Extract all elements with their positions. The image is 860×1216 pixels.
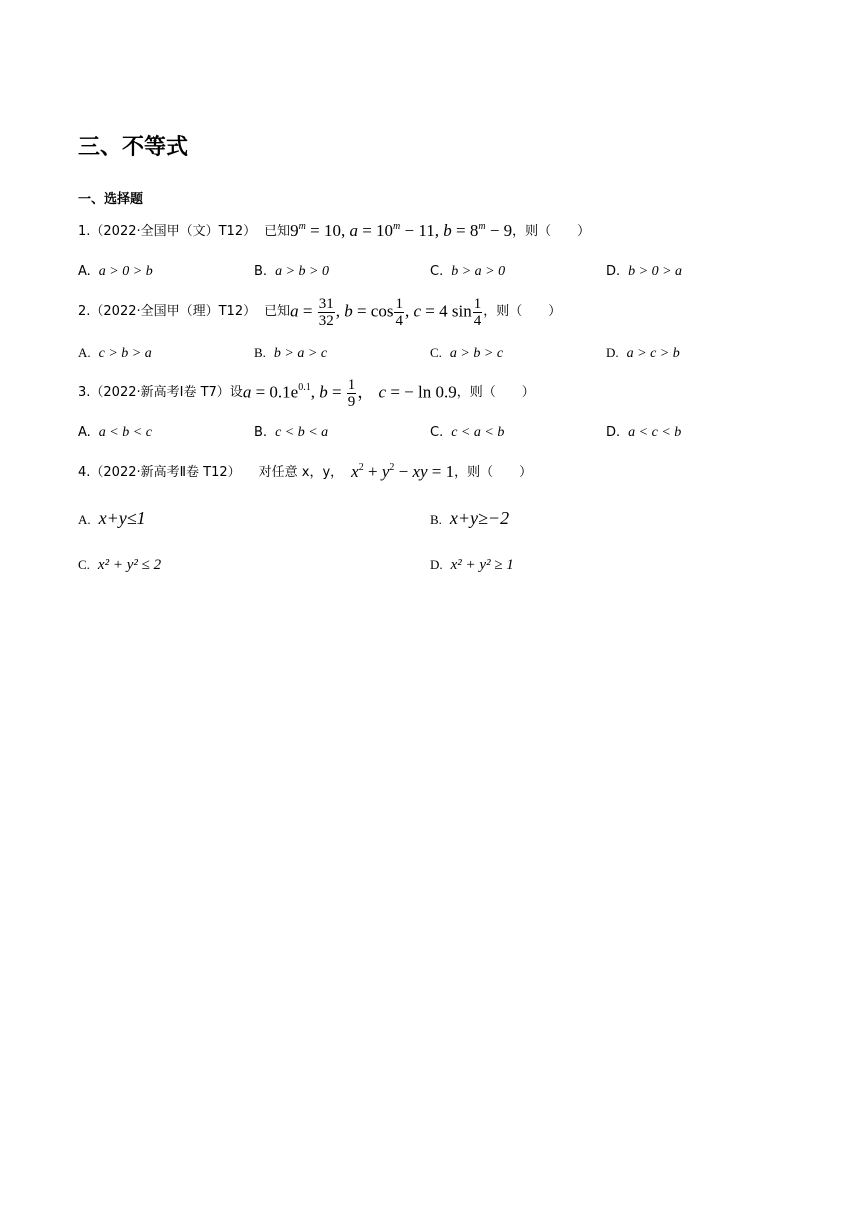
question-1-source: 1.（2022·全国甲（文）T12） <box>78 224 257 239</box>
option-label: B. <box>430 512 442 527</box>
question-3-option-c <box>430 423 504 443</box>
question-3-formula: $a = 0.1e^{0.1}$, b = $\frac{1}{9}$ ， c = − ln 0.9 <box>242 376 457 410</box>
option-text: b > 0 > a <box>628 264 683 279</box>
option-label: B. <box>254 264 268 279</box>
question-3-option-d <box>606 423 681 443</box>
question-4-option-d <box>430 555 514 576</box>
question-3-option-a <box>78 423 152 443</box>
question-2-suffix: ，则（ ） <box>483 304 562 319</box>
option-label: B. <box>254 345 266 360</box>
question-4-option-b <box>430 508 509 531</box>
option-label: B. <box>254 425 268 440</box>
option-label: C. <box>430 425 444 440</box>
question-4-suffix: ，则（ ） <box>454 465 533 480</box>
question-4-option-a <box>78 508 146 531</box>
question-1-lead: 已知 <box>264 224 291 239</box>
question-2-option-a <box>78 343 152 364</box>
question-4-source: 4.（2022·新高考Ⅱ卷 T12） <box>78 465 241 480</box>
option-text: a > 0 > b <box>98 264 153 279</box>
option-label: A. <box>78 345 91 360</box>
question-2-source: 2.（2022·全国甲（理）T12） <box>78 304 257 319</box>
question-3 <box>78 373 535 413</box>
option-text: c > b > a <box>98 346 152 361</box>
question-3-option-b <box>254 423 328 443</box>
question-1 <box>78 212 590 252</box>
option-label: D. <box>606 425 621 440</box>
question-1-option-a <box>78 262 153 282</box>
option-text: a > b > 0 <box>275 264 329 279</box>
option-label: D. <box>606 345 619 360</box>
option-text: b > a > c <box>273 346 328 361</box>
question-2 <box>78 292 561 332</box>
option-text: x+y≤1 <box>98 508 146 528</box>
option-label: A. <box>78 512 91 527</box>
option-text: a < b < c <box>98 425 152 440</box>
question-1-option-b <box>254 262 329 282</box>
question-4-option-c <box>78 555 161 576</box>
option-text: x² + y² ≤ 2 <box>97 557 162 573</box>
question-3-suffix: ，则（ ） <box>456 385 535 400</box>
question-4-formula: $x^2 + y^2$ − xy = 1 <box>351 461 455 481</box>
option-text: a < c < b <box>628 425 682 440</box>
option-label: D. <box>606 264 621 279</box>
question-3-source: 3.（2022·新高考Ⅰ卷 T7）设 <box>78 385 243 400</box>
option-text: x² + y² ≥ 1 <box>450 557 514 573</box>
option-label: A. <box>78 264 91 279</box>
question-1-option-d <box>606 262 682 282</box>
option-label: C. <box>430 264 444 279</box>
option-label: C. <box>78 557 90 572</box>
question-1-suffix: ，则（ ） <box>512 224 591 239</box>
question-4 <box>78 453 532 493</box>
question-4-lead: 对任意 x，y， <box>258 465 344 480</box>
question-1-option-c <box>430 262 505 282</box>
option-text: a > c > b <box>626 346 680 361</box>
section-heading: 一、选择题 <box>78 192 144 207</box>
option-text: c < b < a <box>275 425 329 440</box>
question-2-lead: 已知 <box>264 304 291 319</box>
option-label: C. <box>430 345 442 360</box>
question-2-formula: a = $\frac{31}{32}$ , b = cos $\frac{1}{4}$ , c = 4 sin $\frac{1}{4}$ <box>290 295 482 329</box>
question-1-formula: $9^m = 10$, $a = 10^m - 11$, $b = 8^m - 9$ <box>290 220 513 240</box>
option-text: c < a < b <box>451 425 505 440</box>
question-2-option-c <box>430 343 503 364</box>
option-label: D. <box>430 557 443 572</box>
option-text: x+y≥−2 <box>449 508 510 528</box>
page-title: 三、不等式 <box>78 135 189 160</box>
option-text: a > b > c <box>449 346 504 361</box>
question-2-option-b <box>254 343 327 364</box>
option-text: b > a > 0 <box>451 264 506 279</box>
option-label: A. <box>78 425 91 440</box>
question-2-option-d <box>606 343 680 364</box>
